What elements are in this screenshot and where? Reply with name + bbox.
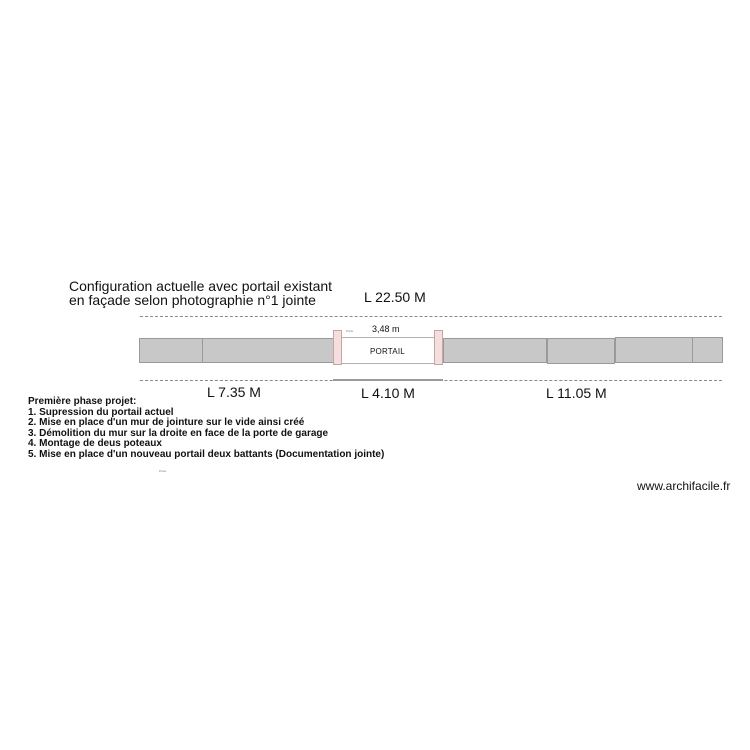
wall-segment-far-left	[139, 338, 203, 363]
wall-segment-right-1	[443, 338, 547, 363]
wall-segment-left	[202, 338, 334, 363]
segment-left-label: L 7.35 M	[207, 384, 261, 400]
top-dimension-line	[140, 316, 722, 317]
wall-segment-far-right	[692, 337, 723, 363]
phase-block	[28, 397, 384, 460]
phase-heading: Première phase projet:	[28, 396, 137, 407]
gate-dimension-mark	[333, 379, 443, 381]
gate-label: PORTAIL	[370, 347, 405, 356]
wall-segment-right-3	[615, 337, 693, 363]
gate-post-right	[434, 330, 443, 365]
phase-step: 5. Mise en place d'un nouveau portail deux battants (Documentation jointe)	[28, 448, 385, 460]
phase-step: 3. Démolition du mur sur la droite en face de la porte de garage	[28, 427, 329, 439]
phase-tiny-note: Porte	[159, 469, 167, 473]
total-length-label: L 22.50 M	[364, 289, 426, 305]
title-line-1: Configuration actuelle avec portail existant	[69, 278, 333, 294]
phase-step: 2. Mise en place d'un mur de jointure sur le vide ainsi créé	[28, 417, 305, 428]
phase-step: 4. Montage de deus poteaux	[28, 438, 162, 449]
segment-middle-label: L 4.10 M	[361, 385, 415, 401]
gate-width-label: 3,48 m	[372, 324, 400, 334]
title-line-2: en façade selon photographie n°1 jointe	[69, 292, 316, 308]
watermark: www.archifacile.fr	[637, 479, 731, 493]
gate-post-left	[333, 330, 342, 365]
phase-step: 1. Supression du portail actuel	[28, 406, 174, 418]
wall-segment-right-2	[547, 338, 615, 364]
segment-right-label: L 11.05 M	[546, 385, 607, 401]
gate-tiny-label: Porte	[346, 329, 354, 333]
